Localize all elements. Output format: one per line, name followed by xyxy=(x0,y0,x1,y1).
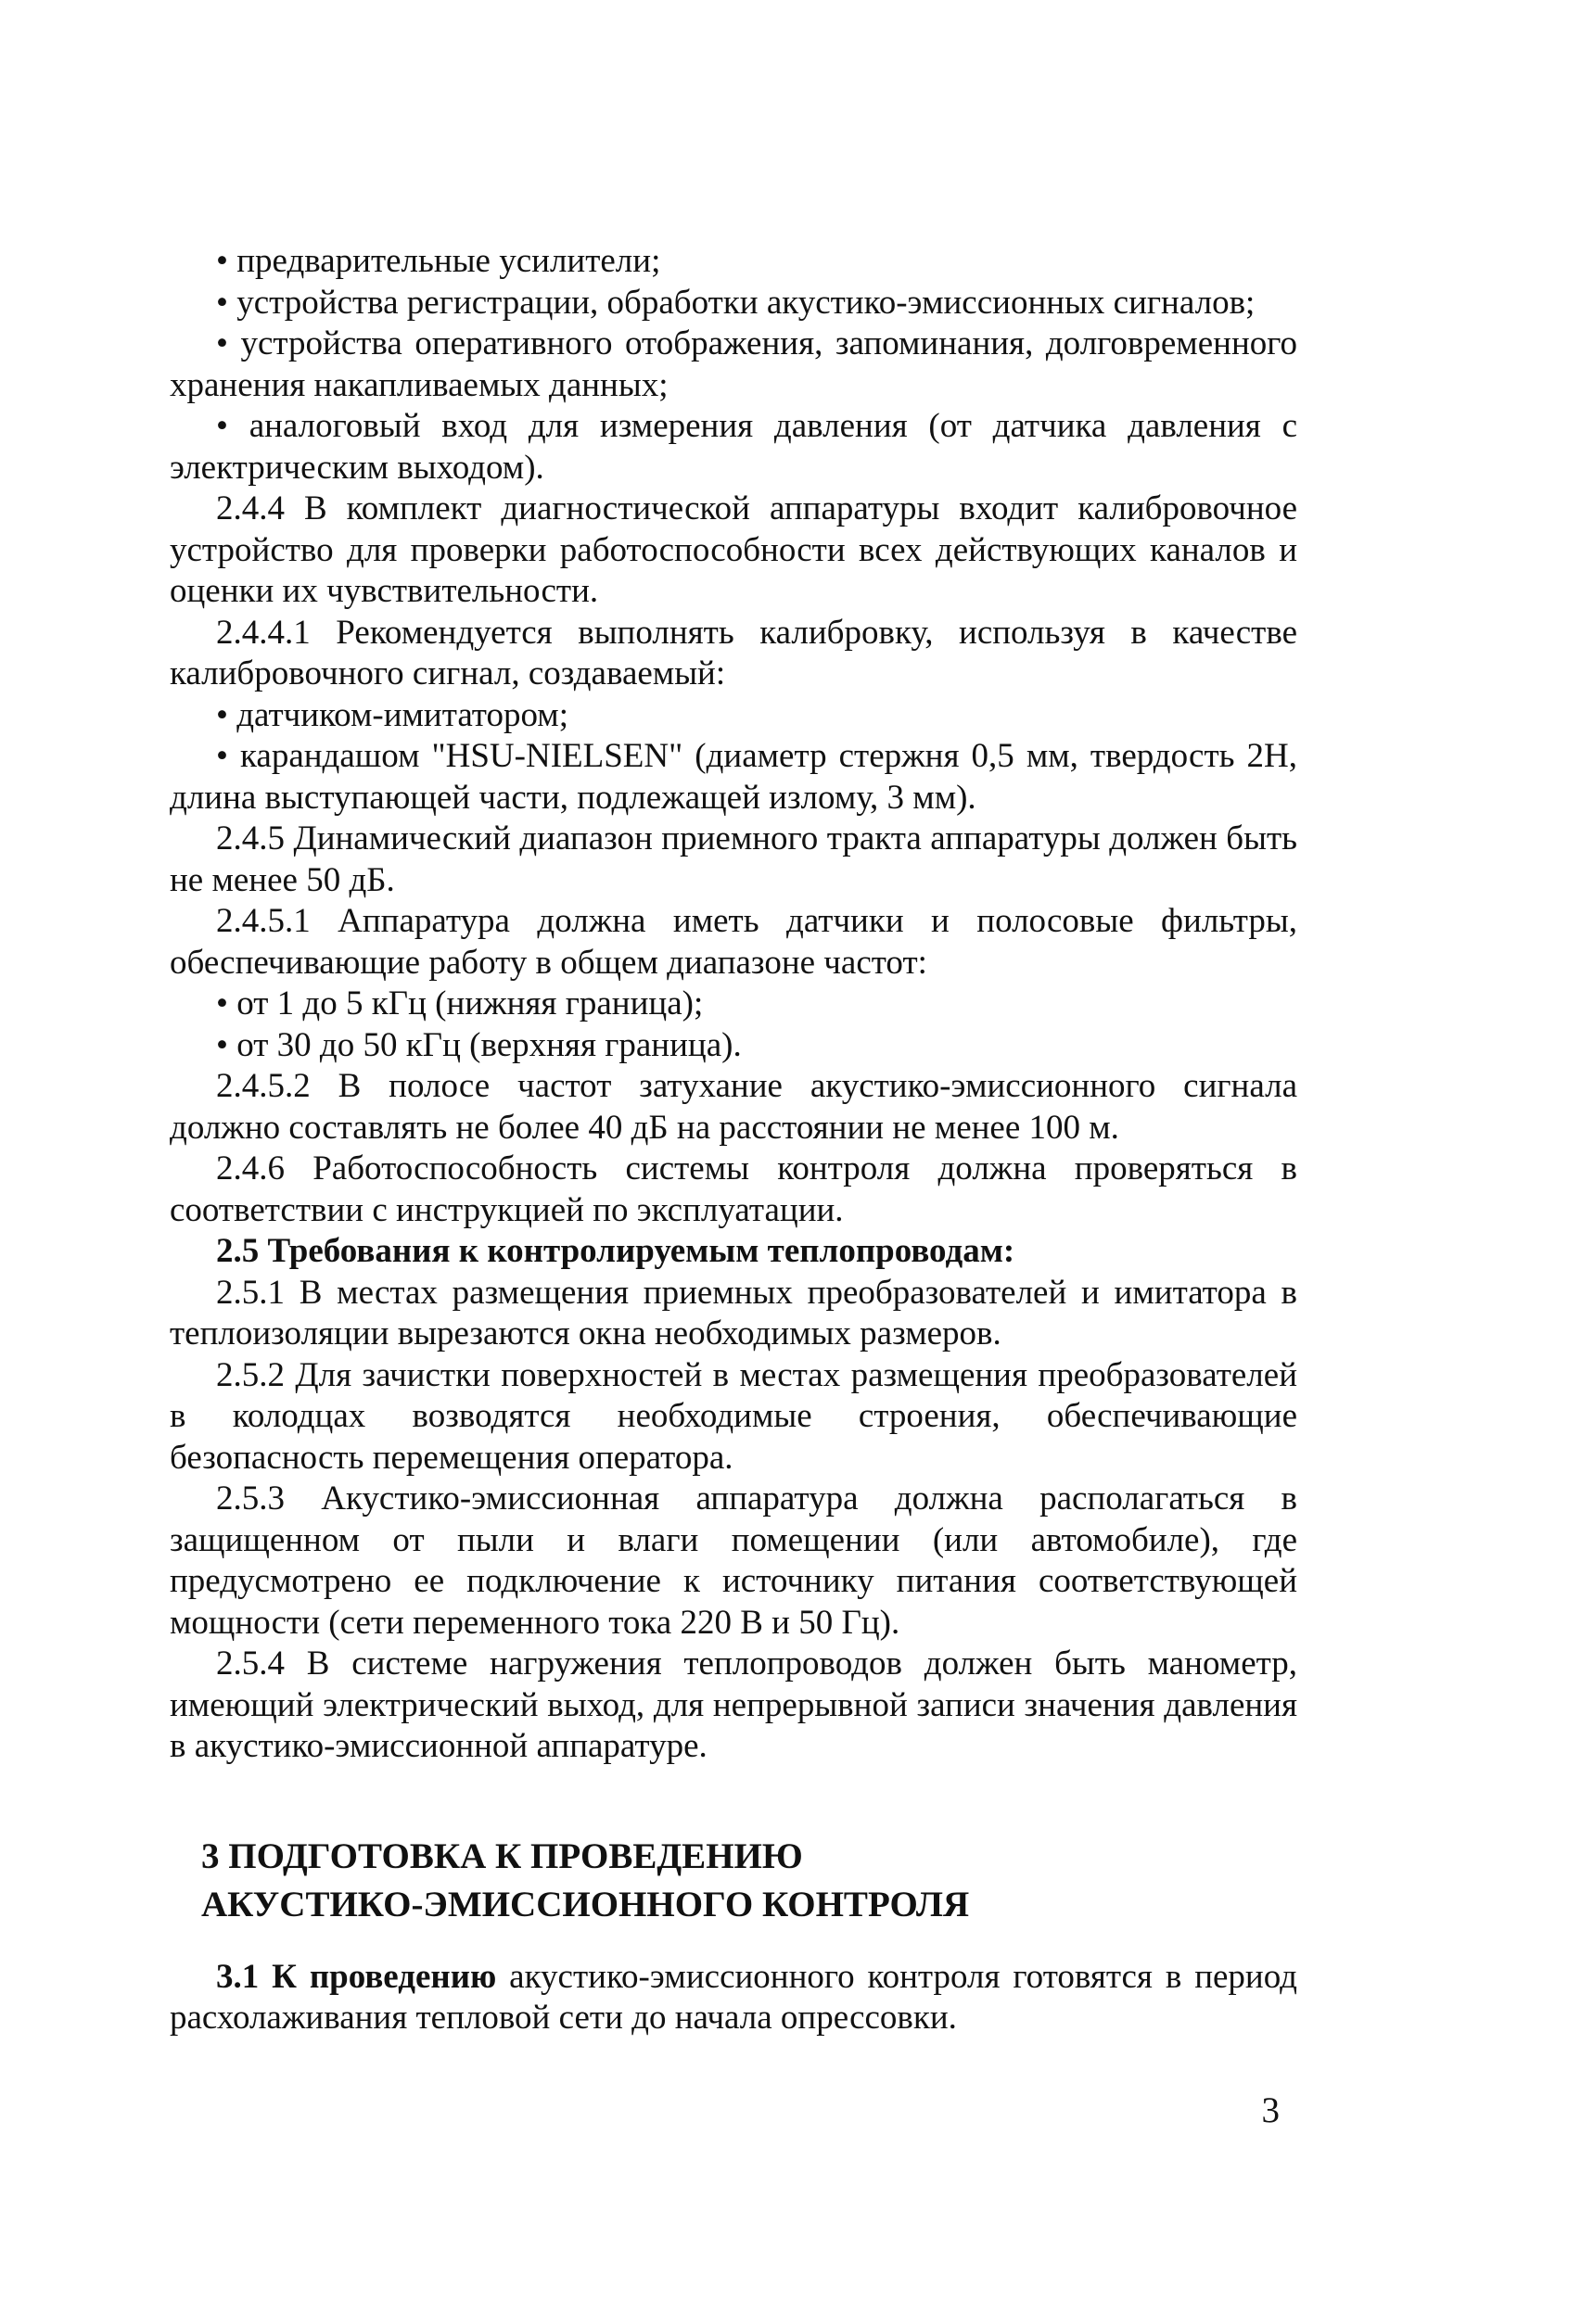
paragraph-2-5-2: 2.5.2 Для зачистки поверхностей в местах размещения преобразователей в колодцах возводятся необходимые строения, обеспечивающие безопасность перемещения оператора. xyxy=(170,1355,1297,1477)
page-content xyxy=(170,241,1297,2039)
paragraph-3-1 xyxy=(170,1957,1297,2039)
page-number: 3 xyxy=(1261,2090,1280,2130)
paragraph-2-5-1: 2.5.1 В местах размещения приемных преобразователей и имитатора в теплоизоляции вырезаются окна необходимых размеров. xyxy=(170,1273,1297,1352)
paragraph-2-4-4: 2.4.4 В комплект диагностической аппаратуры входит калибровочное устройство для проверки работоспособности всех действующих каналов и оценки их чувствительности. xyxy=(170,489,1297,610)
bullet-preamplifiers: • предварительные усилители; xyxy=(216,242,661,280)
bullet-analog-pressure-input: • аналоговый вход для измерения давления (от датчика давления с электрическим выходом). xyxy=(170,407,1297,487)
bullet-sensor-imitator: • датчиком-имитатором; xyxy=(216,695,568,734)
bullet-lower-frequency-bound: • от 1 до 5 кГц (нижняя граница); xyxy=(216,984,704,1022)
paragraph-2-4-5: 2.4.5 Динамический диапазон приемного тракта аппаратуры должен быть не менее 50 дБ. xyxy=(170,819,1297,899)
bullet-registration-devices: • устройства регистрации, обработки акустико-эмиссионных сигналов; xyxy=(216,283,1256,322)
paragraph-2-5-4: 2.5.4 В системе нагружения теплопроводов должен быть манометр, имеющий электрический выход, для непрерывной записи значения давления в акустико-эмиссионной аппаратуре. xyxy=(170,1645,1297,1765)
section-3-title-line-2: АКУСТИКО-ЭМИССИОННОГО КОНТРОЛЯ xyxy=(201,1884,970,1924)
paragraph-3-1-text: акустико-эмиссионного контроля готовятся в период расхолаживания тепловой сети до начала опрессовки. xyxy=(170,1957,1297,2037)
paragraph-2-4-4-1: 2.4.4.1 Рекомендуется выполнять калибровку, используя в качестве калибровочного сигнал, создаваемый: xyxy=(170,613,1297,692)
section-spacer xyxy=(170,1768,1297,1833)
paragraph-2-4-6: 2.4.6 Работоспособность системы контроля должна проверяться в соответствии с инструкцией по эксплуатации. xyxy=(170,1149,1297,1229)
title-spacer xyxy=(170,1929,1297,1957)
bullet-display-storage-devices: • устройства оперативного отображения, запоминания, долговременного хранения накапливаемых данных; xyxy=(170,324,1297,404)
paragraph-2-4-5-1: 2.4.5.1 Аппаратура должна иметь датчики и полосовые фильтры, обеспечивающие работу в общем диапазоне частот: xyxy=(170,902,1297,982)
heading-2-5: 2.5 Требования к контролируемым теплопроводам: xyxy=(216,1232,1015,1270)
paragraph-2-5-3: 2.5.3 Акустико-эмиссионная аппаратура должна располагаться в защищенном от пыли и влаги помещении (или автомобиле), где предусмотрено ее подключение к источнику питания соответствующей мощности (сети переменного тока 220 В и 50 Гц). xyxy=(170,1479,1297,1642)
bullet-hsu-nielsen-pencil: • карандашом "HSU-NIELSEN" (диаметр стержня 0,5 мм, твердость 2Н, длина выступающей части, подлежащей излому, 3 мм). xyxy=(170,737,1297,817)
section-3-title xyxy=(201,1833,1297,1929)
bullet-upper-frequency-bound: • от 30 до 50 кГц (верхняя граница). xyxy=(216,1025,742,1064)
section-3-title-line-1: 3 ПОДГОТОВКА К ПРОВЕДЕНИЮ xyxy=(201,1835,803,1876)
paragraph-3-1-lead: 3.1 К проведению xyxy=(216,1957,497,1996)
paragraph-2-4-5-2: 2.4.5.2 В полосе частот затухание акустико-эмиссионного сигнала должно составлять не более 40 дБ на расстоянии не менее 100 м. xyxy=(170,1067,1297,1147)
